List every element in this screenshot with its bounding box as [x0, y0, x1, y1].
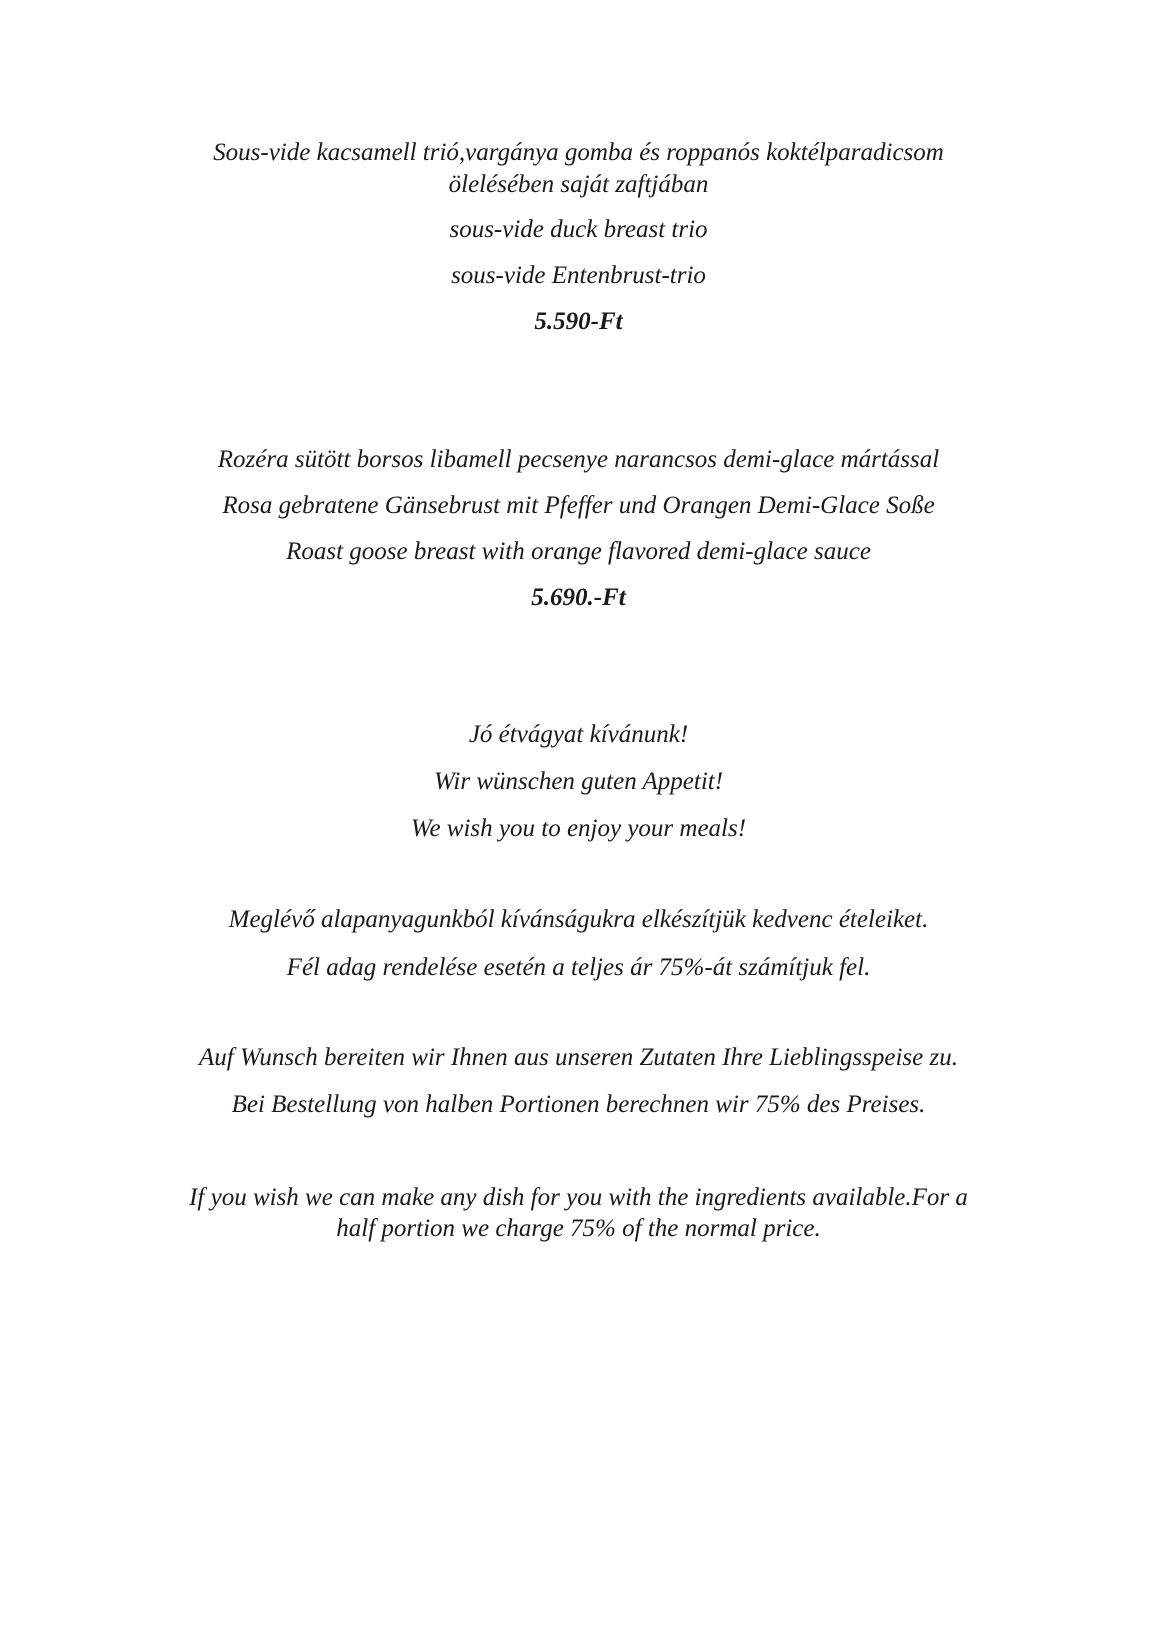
dish-name-en: sous-vide duck breast trio: [449, 216, 708, 243]
greeting-de: Wir wünschen guten Appetit!: [433, 768, 724, 795]
dish-price: 5.590-Ft: [534, 308, 623, 335]
dish-name-de: Rosa gebratene Gänsebrust mit Pfeffer und Orangen Demi-Glace Soße: [222, 492, 935, 519]
note-de-2: Bei Bestellung von halben Portionen berechnen wir 75% des Preises.: [231, 1091, 926, 1118]
dish-price: 5.690.-Ft: [531, 584, 626, 611]
greeting-en: We wish you to enjoy your meals!: [410, 815, 747, 842]
note-hu-2: Fél adag rendelése esetén a teljes ár 75%-át számítjuk fel.: [286, 954, 871, 981]
note-en-1: If you wish we can make any dish for you with the ingredients available.For a: [189, 1184, 968, 1211]
dish-name-hu: Sous-vide kacsamell trió,vargánya gomba és roppanós koktélparadicsom: [213, 139, 944, 166]
dish-name-hu-continued: ölelésében saját zaftjában: [448, 171, 709, 198]
note-hu-1: Meglévő alapanyagunkból kívánságukra elkészítjük kedvenc ételeiket.: [228, 906, 929, 933]
dish-name-en: Roast goose breast with orange flavored demi-glace sauce: [286, 538, 871, 565]
note-de-1: Auf Wunsch bereiten wir Ihnen aus unseren Zutaten Ihre Lieblingsspeise zu.: [199, 1044, 958, 1071]
note-en-2: half portion we charge 75% of the normal price.: [336, 1215, 821, 1242]
dish-name-hu: Rozéra sütött borsos libamell pecsenye narancsos demi-glace mártással: [217, 446, 940, 473]
greeting-hu: Jó étvágyat kívánunk!: [468, 721, 689, 748]
dish-name-de: sous-vide Entenbrust-trio: [451, 262, 706, 289]
